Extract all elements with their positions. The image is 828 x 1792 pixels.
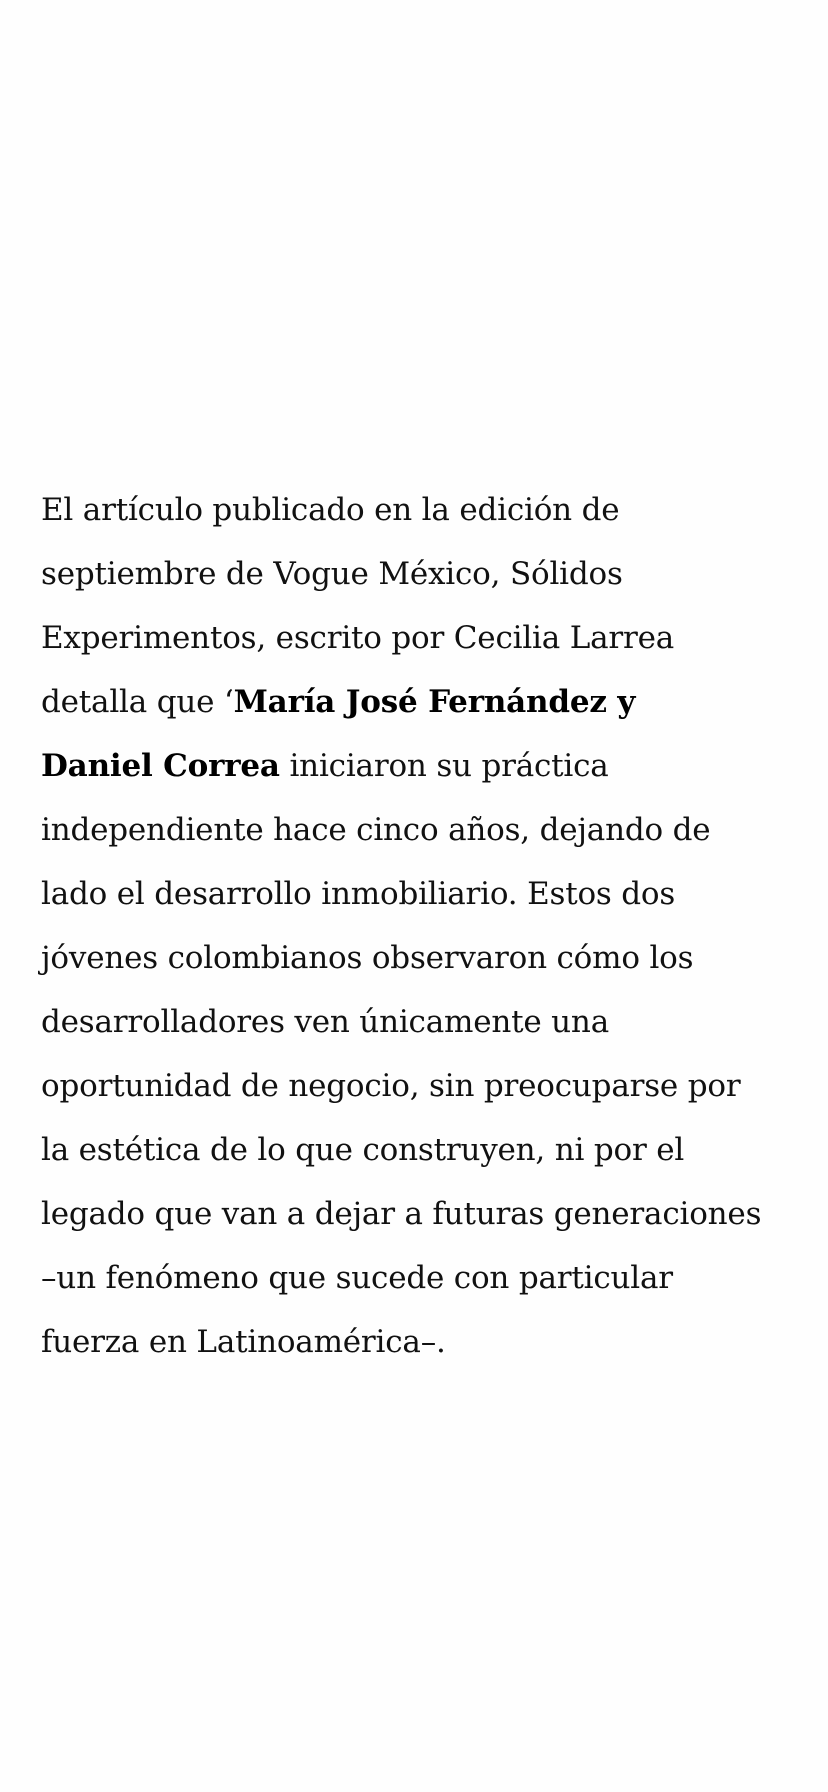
article-line: la estética de lo que construyen, ni por el xyxy=(41,1132,685,1168)
article-line xyxy=(41,670,781,734)
article-line: legado que van a dejar a futuras generaciones xyxy=(41,1196,762,1232)
architect-names-bold: Daniel Correa xyxy=(41,748,280,784)
article-text: iniciaron su práctica xyxy=(279,748,609,784)
article-paragraph xyxy=(41,478,781,1374)
article-line: desarrolladores ven únicamente una xyxy=(41,1004,609,1040)
article-line: independiente hace cinco años, dejando de xyxy=(41,812,711,848)
article-text: detalla que ‘ xyxy=(41,684,234,720)
article-line: septiembre de Vogue México, Sólidos xyxy=(41,556,623,592)
article-line: –un fenómeno que sucede con particular xyxy=(41,1260,673,1296)
article-line: fuerza en Latinoamérica–. xyxy=(41,1324,446,1360)
article-line: jóvenes colombianos observaron cómo los xyxy=(41,940,694,976)
article-line: El artículo publicado en la edición de xyxy=(41,492,620,528)
architect-names-bold: María José Fernández y xyxy=(233,684,636,720)
article-line xyxy=(41,734,781,798)
article-line: oportunidad de negocio, sin preocuparse por xyxy=(41,1068,741,1104)
article-line: Experimentos, escrito por Cecilia Larrea xyxy=(41,620,675,656)
article-line: lado el desarrollo inmobiliario. Estos dos xyxy=(41,876,676,912)
